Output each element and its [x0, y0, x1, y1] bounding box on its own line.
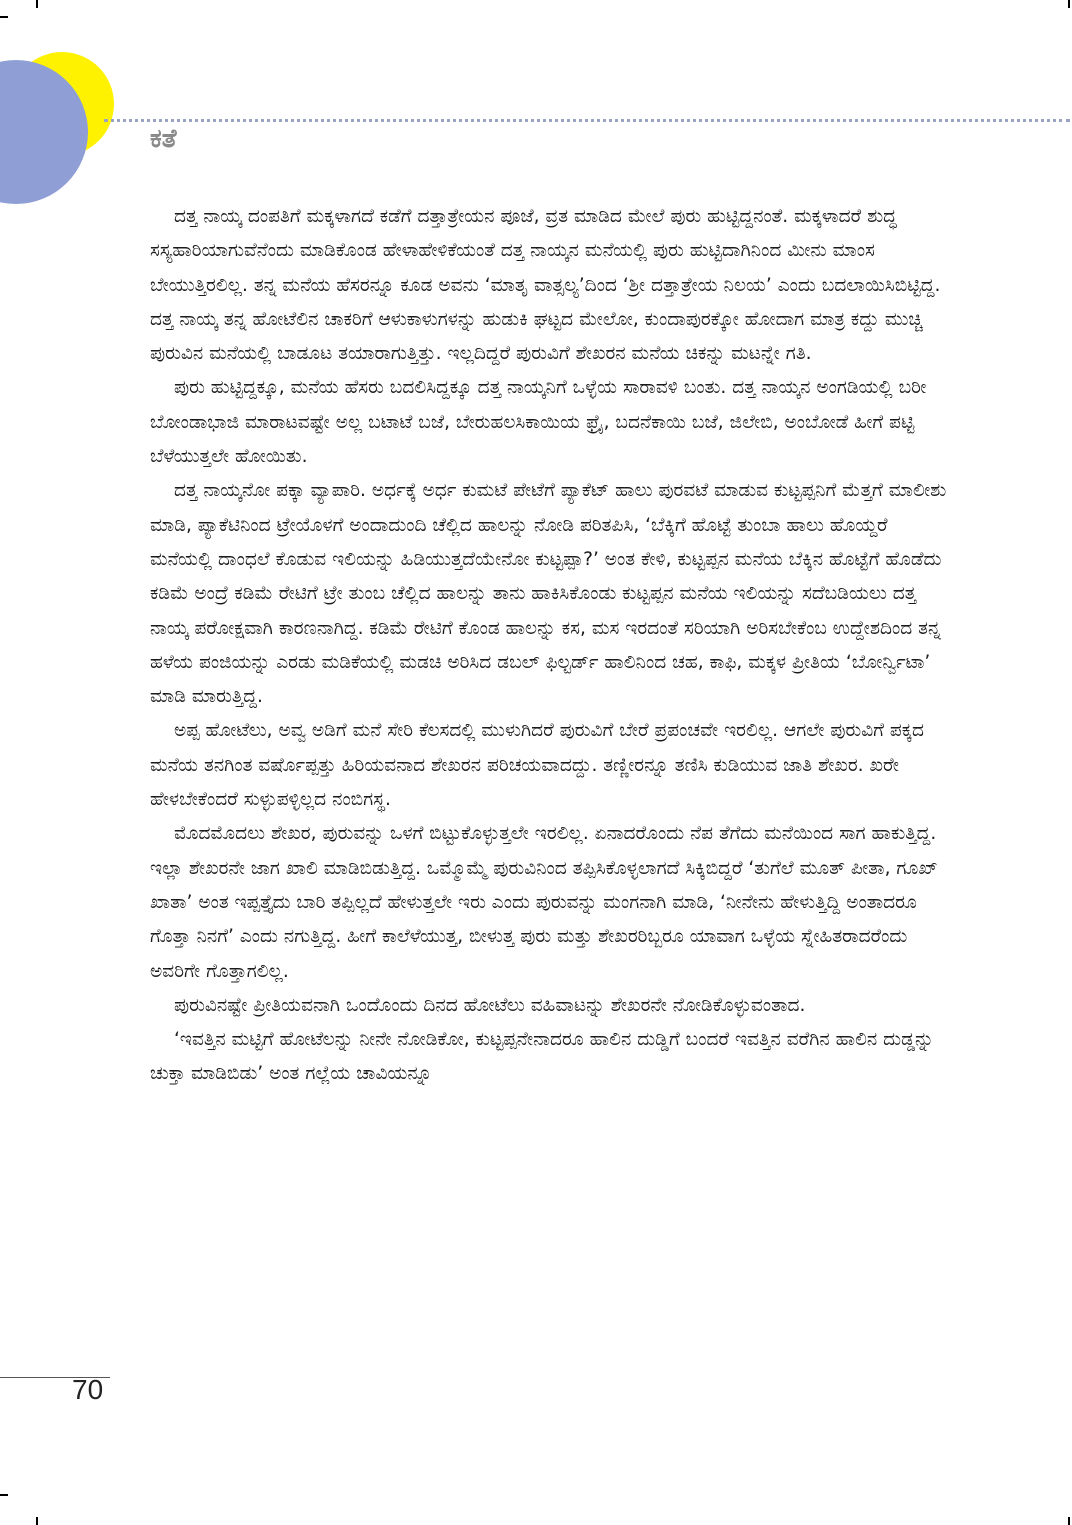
crop-mark	[1068, 0, 1070, 8]
page-number: 70	[72, 1374, 104, 1405]
dotted-rule	[104, 119, 1070, 122]
paragraph: ‘ಇವತ್ತಿನ ಮಟ್ಟಿಗೆ ಹೋಟೆಲನ್ನು ನೀನೇ ನೋಡಿಕೋ, ಕುಟ್ಟಪ್ಪನೇನಾದರೂ ಹಾಲಿನ ದುಡ್ಡಿಗೆ ಬಂದರೆ ಇವತ್ತಿನ ವರೆಗಿನ ಹಾಲಿನ ದುಡ್ಡನ್ನು ಚುಕ್ತಾ ಮಾಡಿಬಿಡು’ ಅಂತ ಗಲ್ಲೆಯ ಚಾವಿಯನ್ನೂ	[150, 1029, 934, 1085]
paragraph: ಅಪ್ಪ ಹೋಟೆಲು, ಅವ್ವ ಅಡಿಗೆ ಮನೆ ಸೇರಿ ಕೆಲಸದಲ್ಲಿ ಮುಳುಗಿದರೆ ಪುರುವಿಗೆ ಬೇರೆ ಪ್ರಪಂಚವೇ ಇರಲಿಲ್ಲ. ಆಗಲೇ ಪುರುವಿಗೆ ಪಕ್ಕದ ಮನೆಯ ತನಗಿಂತ ವರ್ಷೊಪ್ಪತ್ತು ಹಿರಿಯವನಾದ ಶೇಖರನ ಪರಿಚಯವಾದದ್ದು. ತಣ್ಣೀರನ್ನೂ ತಣಿಸಿ ಕುಡಿಯುವ ಜಾತಿ ಶೇಖರ. ಖರೇ ಹೇಳಬೇಕೆಂದರೆ ಸುಳ್ಳುಪಳ್ಳಿಲ್ಲದ ನಂಬಿಗಸ್ಥ.	[150, 720, 924, 811]
story-body	[150, 200, 950, 1092]
paragraph: ಪುರುವಿನಷ್ಟೇ ಪ್ರೀತಿಯವನಾಗಿ ಒಂದೊಂದು ದಿನದ ಹೋಟೆಲು ವಹಿವಾಟನ್ನು ಶೇಖರನೇ ನೋಡಿಕೊಳ್ಳುವಂತಾದ.	[174, 994, 806, 1016]
paragraph: ಪುರು ಹುಟ್ಟಿದ್ದಕ್ಕೂ, ಮನೆಯ ಹೆಸರು ಬದಲಿಸಿದ್ದಕ್ಕೂ ದತ್ತ ನಾಯ್ಕನಿಗೆ ಒಳ್ಳೆಯ ಸಾರಾವಳಿ ಬಂತು. ದತ್ತ ನಾಯ್ಕನ ಅಂಗಡಿಯಲ್ಲಿ ಬರೀ ಬೋಂಡಾಭಾಜಿ ಮಾರಾಟವಷ್ಟೇ ಅಲ್ಲ ಬಟಾಟೆ ಬಜೆ, ಬೇರುಹಲಸಿಕಾಯಿಯ ಫ್ರೈ, ಬದನೆಕಾಯಿ ಬಜೆ, ಜಿಲೇಬಿ, ಅಂಬೋಡೆ ಹೀಗೆ ಪಟ್ಟಿ ಬೆಳೆಯುತ್ತಲೇ ಹೋಯಿತು.	[150, 377, 927, 468]
paragraph: ದತ್ತ ನಾಯ್ಕನೋ ಪಕ್ಕಾ ವ್ಯಾಪಾರಿ. ಅರ್ಧಕ್ಕೆ ಅರ್ಧ ಕುಮಟೆ ಪೇಟೆಗೆ ಪ್ಯಾಕೆಟ್ ಹಾಲು ಪುರವಟೆ ಮಾಡುವ ಕುಟ್ಟಪ್ಪನಿಗೆ ಮೆತ್ತಗೆ ಮಾಲೀಶು ಮಾಡಿ, ಪ್ಯಾಕೆಟಿನಿಂದ ಟ್ರೇಯೊಳಗೆ ಅಂದಾದುಂದಿ ಚೆಲ್ಲಿದ ಹಾಲನ್ನು ನೋಡಿ ಪರಿತಪಿಸಿ, ‘ಬೆಕ್ಕಿಗೆ ಹೊಟ್ಟೆ ತುಂಬಾ ಹಾಲು ಹೊಯ್ದರೆ ಮನೆಯಲ್ಲಿ ದಾಂಧಲೆ ಕೊಡುವ ಇಲಿಯನ್ನು ಹಿಡಿಯುತ್ತದೆಯೇನೋ ಕುಟ್ಟಪ್ಪಾ?’ ಅಂತ ಕೇಳಿ, ಕುಟ್ಟಪ್ಪನ ಮನೆಯ ಬೆಕ್ಕಿನ ಹೊಟ್ಟೆಗೆ ಹೊಡೆದು ಕಡಿಮೆ ಅಂದ್ರೆ ಕಡಿಮೆ ರೇಟಿಗೆ ಟ್ರೇ ತುಂಬ ಚೆಲ್ಲಿದ ಹಾಲನ್ನು ತಾನು ಹಾಕಿಸಿಕೊಂಡು ಕುಟ್ಟಪ್ಪನ ಮನೆಯ ಇಲಿಯನ್ನು ಸದೆಬಡಿಯಲು ದತ್ತ ನಾಯ್ಕ ಪರೋಕ್ಷವಾಗಿ ಕಾರಣನಾಗಿದ್ದ. ಕಡಿಮೆ ರೇಟಿಗೆ ಕೊಂಡ ಹಾಲನ್ನು ಕಸ, ಮಸ ಇರದಂತೆ ಸರಿಯಾಗಿ ಅರಿಸಬೇಕೆಂಬ ಉದ್ದೇಶದಿಂದ ತನ್ನ ಹಳೆಯ ಪಂಜಿಯನ್ನು ಎರಡು ಮಡಿಕೆಯಲ್ಲಿ ಮಡಚಿ ಅರಿಸಿದ ಡಬಲ್ ಫಿಲ್ಟರ್ಡ್ ಹಾಲಿನಿಂದ ಚಹ, ಕಾಫಿ, ಮಕ್ಕಳ ಪ್ರೀತಿಯ ‘ಬೋರ್ನ್ವಿಟಾ’ ಮಾಡಿ ಮಾರುತ್ತಿದ್ದ.	[150, 480, 947, 708]
crop-mark	[0, 1494, 8, 1496]
paragraph: ಮೊದಮೊದಲು ಶೇಖರ, ಪುರುವನ್ನು ಒಳಗೆ ಬಿಟ್ಟುಕೊಳ್ಳುತ್ತಲೇ ಇರಲಿಲ್ಲ. ಏನಾದರೊಂದು ನೆಪ ತೆಗೆದು ಮನೆಯಿಂದ ಸಾಗ ಹಾಕುತ್ತಿದ್ದ. ಇಲ್ಲಾ ಶೇಖರನೇ ಜಾಗ ಖಾಲಿ ಮಾಡಿಬಿಡುತ್ತಿದ್ದ. ಒಮ್ಮೊಮ್ಮೆ ಪುರುವಿನಿಂದ ತಪ್ಪಿಸಿಕೊಳ್ಳಲಾಗದೆ ಸಿಕ್ಕಿಬಿದ್ದರೆ ‘ತುಗೆಲೆ ಮೂತ್ ಪೀತಾ, ಗೂಖ್ ಖಾತಾ’ ಅಂತ ಇಪ್ಪತ್ತೈದು ಬಾರಿ ತಪ್ಪಿಲ್ಲದೆ ಹೇಳುತ್ತಲೇ ಇರು ಎಂದು ಪುರುವನ್ನು ಮಂಗನಾಗಿ ಮಾಡಿ, ‘ನೀನೇನು ಹೇಳುತ್ತಿದ್ದಿ ಅಂತಾದರೂ ಗೊತ್ತಾ ನಿನಗೆ’ ಎಂದು ನಗುತ್ತಿದ್ದ. ಹೀಗೆ ಕಾಲೆಳೆಯುತ್ತ, ಬೀಳುತ್ತ ಪುರು ಮತ್ತು ಶೇಖರರಿಬ್ಬರೂ ಯಾವಾಗ ಒಳ್ಳೆಯ ಸ್ನೇಹಿತರಾದರೆಂದು ಅವರಿಗೇ ಗೊತ್ತಾಗಲಿಲ್ಲ.	[150, 823, 938, 982]
section-heading: ಕತೆ	[150, 124, 177, 154]
crop-mark	[36, 0, 38, 8]
crop-mark	[1068, 1517, 1070, 1525]
crop-mark	[0, 16, 8, 18]
paragraph: ದತ್ತ ನಾಯ್ಕ ದಂಪತಿಗೆ ಮಕ್ಕಳಾಗದೆ ಕಡೆಗೆ ದತ್ತಾತ್ರೇಯನ ಪೂಜೆ, ವ್ರತ ಮಾಡಿದ ಮೇಲೆ ಪುರು ಹುಟ್ಟಿದ್ದನಂತೆ. ಮಕ್ಕಳಾದರೆ ಶುದ್ಧ ಸಸ್ಯಹಾರಿಯಾಗುವೆನೆಂದು ಮಾಡಿಕೊಂಡ ಹೇಳಾಹೇಳಿಕೆಯಂತೆ ದತ್ತ ನಾಯ್ಕನ ಮನೆಯಲ್ಲಿ ಪುರು ಹುಟ್ಟಿದಾಗಿನಿಂದ ಮೀನು ಮಾಂಸ ಬೇಯುತ್ತಿರಲಿಲ್ಲ. ತನ್ನ ಮನೆಯ ಹೆಸರನ್ನೂ ಕೂಡ ಅವನು ‘ಮಾತೃ ವಾತ್ಸಲ್ಯ’ದಿಂದ ‘ಶ್ರೀ ದತ್ತಾತ್ರೇಯ ನಿಲಯ’ ಎಂದು ಬದಲಾಯಿಸಿಬಿಟ್ಟಿದ್ದ. ದತ್ತ ನಾಯ್ಕ ತನ್ನ ಹೋಟೆಲಿನ ಚಾಕರಿಗೆ ಆಳುಕಾಳುಗಳನ್ನು ಹುಡುಕಿ ಘಟ್ಟದ ಮೇಲೋ, ಕುಂದಾಪುರಕ್ಕೋ ಹೋದಾಗ ಮಾತ್ರ ಕದ್ದು ಮುಚ್ಚಿ ಪುರುವಿನ ಮನೆಯಲ್ಲಿ ಬಾಡೂಟ ತಯಾರಾಗುತ್ತಿತ್ತು. ಇಲ್ಲದಿದ್ದರೆ ಪುರುವಿಗೆ ಶೇಖರನ ಮನೆಯ ಚಿಕನ್ನು ಮಟನ್ನೇ ಗತಿ.	[150, 206, 941, 365]
crop-mark	[36, 1517, 38, 1525]
